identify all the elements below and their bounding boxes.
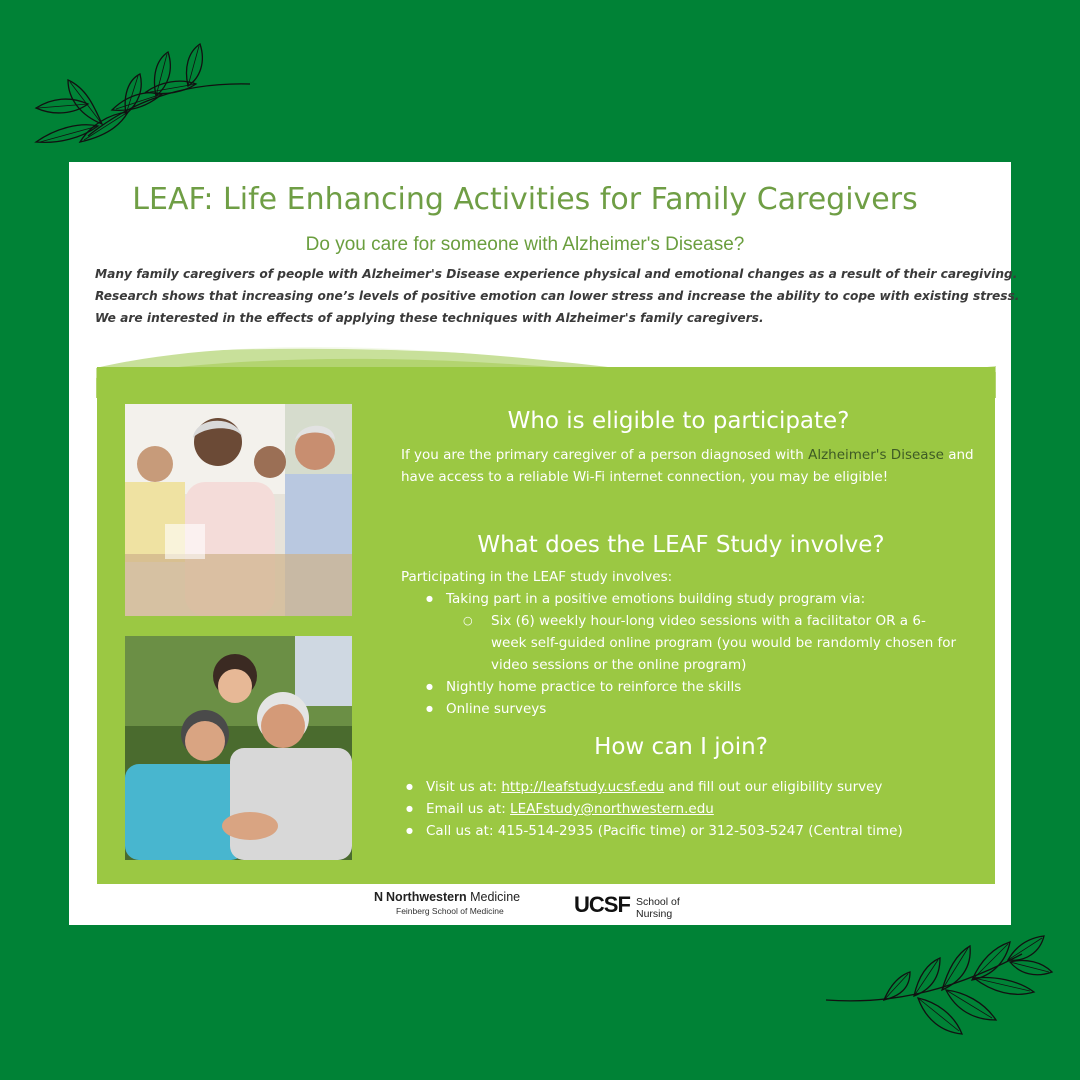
email-label: Email us at: <box>426 801 511 817</box>
northwestern-medicine-logo <box>374 890 554 916</box>
eligibility-highlight: Alzheimer's Disease <box>808 447 944 463</box>
involvement-list <box>426 588 966 610</box>
list-item: ● Call us at: 415-514-2935 (Pacific time) or 312-503-5247 (Central time) <box>406 820 986 842</box>
list-item: ● Online surveys <box>426 698 966 720</box>
involvement-list <box>426 676 966 720</box>
list-item: ● Nightly home practice to reinforce the skills <box>426 676 966 698</box>
visit-suffix: and fill out our eligibility survey <box>664 779 883 795</box>
eligibility-text-end: and have access to a reliable Wi-Fi internet connection, you may be eligible! <box>401 447 974 485</box>
nw-logo-mark: N <box>374 890 383 904</box>
eligibility-text-start: If you are the primary caregiver of a person diagnosed with <box>401 447 809 463</box>
list-item <box>406 798 986 820</box>
involvement-heading: What does the LEAF Study involve? <box>477 532 885 558</box>
sub-list-item: ○ Six (6) weekly hour-long video sessions with a facilitator OR a 6-week self-guided online program (you would be randomly chosen for video sessions or the online program) <box>463 610 961 676</box>
ucsf-school-name <box>636 896 680 920</box>
flyer-card <box>69 162 1020 925</box>
feinberg-subtitle: Feinberg School of Medicine <box>396 906 504 916</box>
leaf-branch-icon <box>822 934 1054 1046</box>
involvement-intro: Participating in the LEAF study involves: <box>401 569 673 585</box>
eligibility-heading: Who is eligible to participate? <box>507 408 850 434</box>
join-heading: How can I join? <box>594 734 768 760</box>
list-item: ● Taking part in a positive emotions building study program via: <box>426 588 966 610</box>
join-list <box>406 776 986 842</box>
caregivers-group-photo <box>125 404 352 616</box>
website-link[interactable]: http://leafstudy.ucsf.edu <box>501 779 665 795</box>
visit-label: Visit us at: <box>426 779 502 795</box>
intro-paragraph <box>95 263 1020 329</box>
family-photo <box>125 636 352 860</box>
northwestern-rest: Medicine <box>466 890 521 904</box>
northwestern-name <box>374 890 554 904</box>
eligibility-text <box>401 444 981 488</box>
page-subtitle: Do you care for someone with Alzheimer's Disease? <box>305 234 745 255</box>
intro-line: Many family caregivers of people with Alzheimer's Disease experience physical and emotional changes as a result of their caregiving. <box>95 267 1018 281</box>
list-item <box>406 776 986 798</box>
email-link[interactable]: LEAFstudy@northwestern.edu <box>510 801 714 817</box>
intro-line: Research shows that increasing one’s levels of positive emotion can lower stress and increase the ability to cope with existing stress. <box>95 289 1020 303</box>
intro-line: We are interested in the effects of applying these techniques with Alzheimer's family caregivers. <box>95 311 764 325</box>
ucsf-logo-mark: UCSF <box>574 892 630 917</box>
leaf-branch-icon <box>28 34 258 144</box>
footer-logos <box>374 890 734 920</box>
ucsf-school-line: School of <box>636 896 680 908</box>
page-title: LEAF: Life Enhancing Activities for Family Caregivers <box>132 182 918 217</box>
ucsf-school-line: Nursing <box>636 908 673 920</box>
northwestern-bold: Northwestern <box>386 890 467 904</box>
